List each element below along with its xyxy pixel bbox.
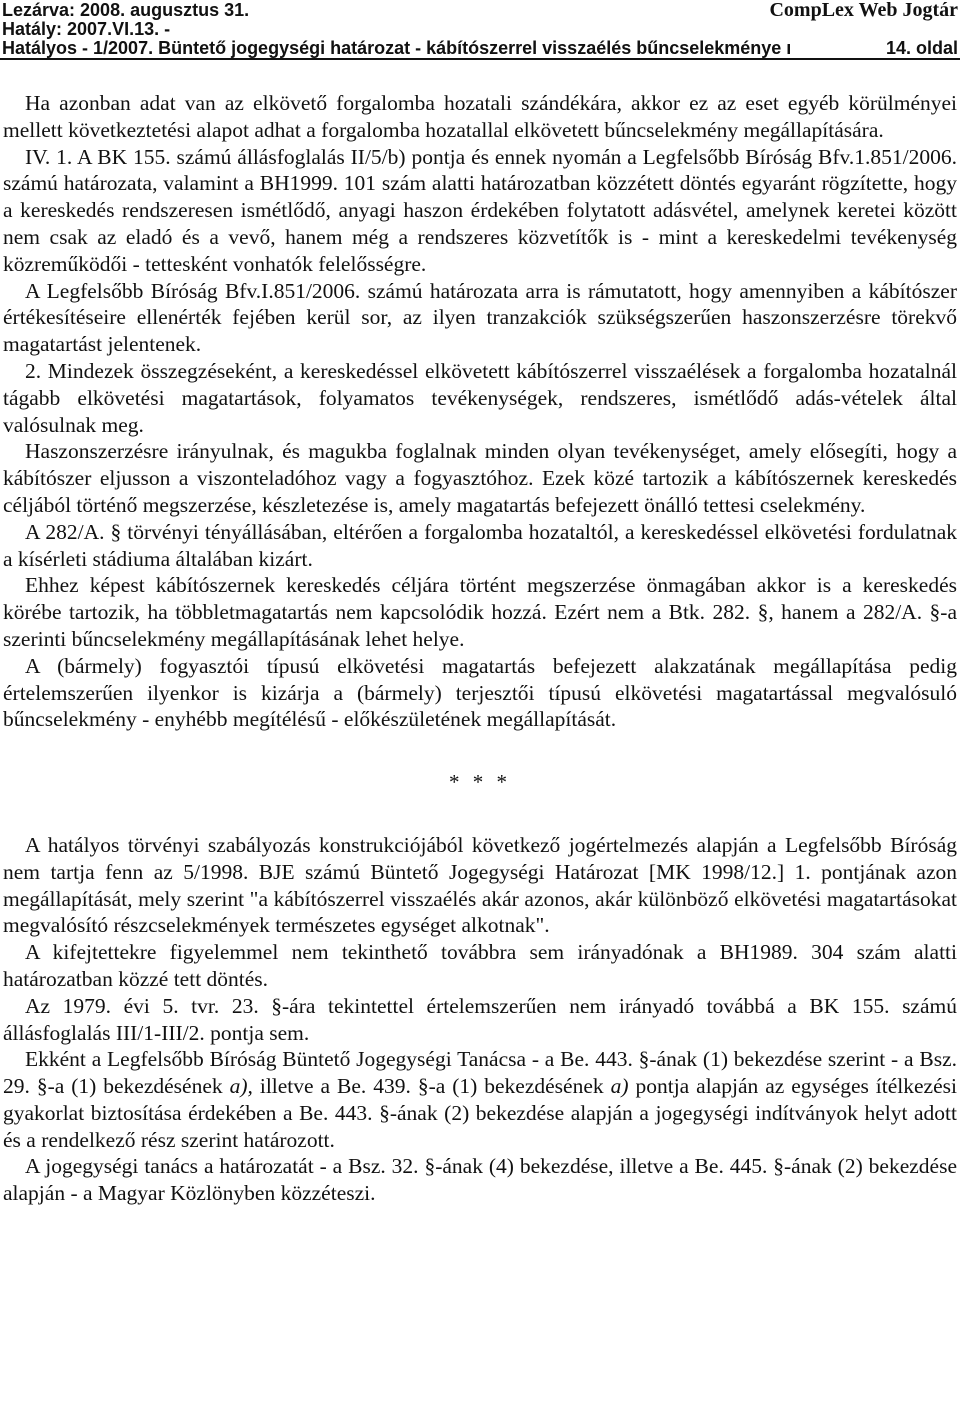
effective-date: Hatály: 2007.VI.13. - <box>2 19 171 39</box>
paragraph: Ha azonban adat van az elkövető forgalomba hozatali szándékára, akkor ez az eset egyéb körülményei mellett következtetési alapot adhat a forgalomba hozatallal elkövetett bűncselekmény megállapítására. <box>3 91 957 142</box>
paragraph: A 282/A. § törvényi tényállásában, eltérően a forgalomba hozataltól, a kereskedéssel elkövetési fordulatnak a kísérleti stádiuma általában kizárt. <box>3 519 957 571</box>
paragraph: A kifejtettekre figyelemmel nem tekinthető továbbra sem irányadónak a BH1989. 304 szám alatti határozatban közzé tett döntés. <box>3 940 957 991</box>
italic-run: a), <box>229 1074 253 1099</box>
section-separator: * * * <box>449 770 511 795</box>
text-run: Ekként a Legfelsőbb Bíróság Büntető Jogegységi Tanácsa - a Be. 443. §-ának (1) bekezdése szerint - a Bsz. 29. §-a (1) bekezdésének <box>3 1047 957 1099</box>
paragraph: Ehhez képest kábítószernek kereskedés céljára történt megszerzése önmagában akkor is a kereskedés körébe tartozik, ha többletmagatartás nem kapcsolódik hozzá. Ezért nem a Btk. 282. §, hanem a 282/A. §-a szerinti bűncselekmény megállapításának lehet helye. <box>3 573 957 651</box>
paragraph: A Legfelsőbb Bíróság Bfv.I.851/2006. számú határozata arra is rámutatott, hogy amennyiben a kábítószer értékesítéseire ellenérték fejében kerül sor, az ilyen tranzakciók szükségszerűen haszonszerzésre törekvő magatartást jelentenek. <box>3 278 957 357</box>
document-title: Hatályos - 1/2007. Büntető jogegységi határozat - kábítószerrel visszaélés bűncselekménye ı <box>2 38 792 58</box>
page-header <box>0 0 960 60</box>
italic-run: a) <box>610 1074 629 1099</box>
paragraph: A (bármely) fogyasztói típusú elkövetési magatartás befejezett alakzatának megállapítása pedig értelemszerűen ilyenkor is kizárja a (bármely) terjesztői típusú elkövetési magatartással megvalósuló bűncselekmény - enyhébb megítélésű - előkészületének megállapítását. <box>3 653 957 732</box>
text-run: illetve a Be. 439. §-a (1) bekezdésének <box>252 1074 611 1099</box>
brand-name: CompLex Web Jogtár <box>769 0 958 21</box>
header-divider <box>0 58 960 60</box>
text-run: pontja alapján az egységes ítélkezési gyakorlat biztosítása érdekében a Be. 443. §-ának (2) bekezdése alapján a jogegységi indítványok helyt adott és a rendelkező rész szerint határozott. <box>3 1074 957 1152</box>
paragraph: 2. Mindezek összegzéseként, a kereskedéssel elkövetett kábítószerrel visszaélések a forgalomba hozatalnál tágabb elkövetési magatartások, folyamatos tevékenységek, rendszeres, ismétlődő adás-vételek által valósulnak meg. <box>3 358 957 437</box>
paragraph: A hatályos törvényi szabályozás konstrukciójából következő jogértelmezés alapján a Legfelsőbb Bíróság nem tartja fenn az 5/1998. BJE számú Büntető Jogegységi Határozat [MK 1998/12.] 1. pontjának azon megállapítását, mely szerint "a kábítószerrel visszaélés akár azonos, akár különböző elkövetési magatartásokat megvalósító részcselekmények természetes egységet alkotnak". <box>3 832 957 938</box>
paragraph-decision <box>3 1046 957 1153</box>
closing-date: Lezárva: 2008. augusztus 31. <box>2 0 250 20</box>
paragraph: Az 1979. évi 5. tvr. 23. §-ára tekintettel értelemszerűen nem irányadó továbbá a BK 155. számú állásfoglalás III/1-III/2. pontja sem. <box>3 993 957 1045</box>
paragraph: A jogegységi tanács a határozatát - a Bsz. 32. §-ának (4) bekezdése, illetve a Be. 445. §-ának (2) bekezdése alapján - a Magyar Közlönyben közzéteszi. <box>3 1154 957 1206</box>
paragraph: Haszonszerzésre irányulnak, és magukba foglalnak minden olyan tevékenységet, amely elősegíti, hogy a kábítószer eljusson a viszonteladóhoz vagy a fogyasztóhoz. Ezek közé tartozik a kábítószernek kereskedés céljából történő megszerzése, készletezése is, amely magatartás befejezett önálló tettesi cselekmény. <box>3 439 957 517</box>
page-number: 14. oldal <box>885 38 958 58</box>
document-body <box>3 90 957 1207</box>
paragraph: IV. 1. A BK 155. számú állásfoglalás II/5/b) pontja és ennek nyomán a Legfelsőbb Bíróság Bfv.1.851/2006. számú határozata, valamint a BH1999. 101 szám alatti határozatban közzétett döntés egyaránt rögzítette, hogy a kereskedés rendszeresen ismétlődő, anyagi haszon érdekében folytatott adásvétel, amelynek keretei között nem csak az eladó és a vevő, hanem még a rendszeres közvetítők is - mint a kereskedelmi tevékenység közreműködői - tettesként vonhatók felelősségre. <box>3 144 957 276</box>
